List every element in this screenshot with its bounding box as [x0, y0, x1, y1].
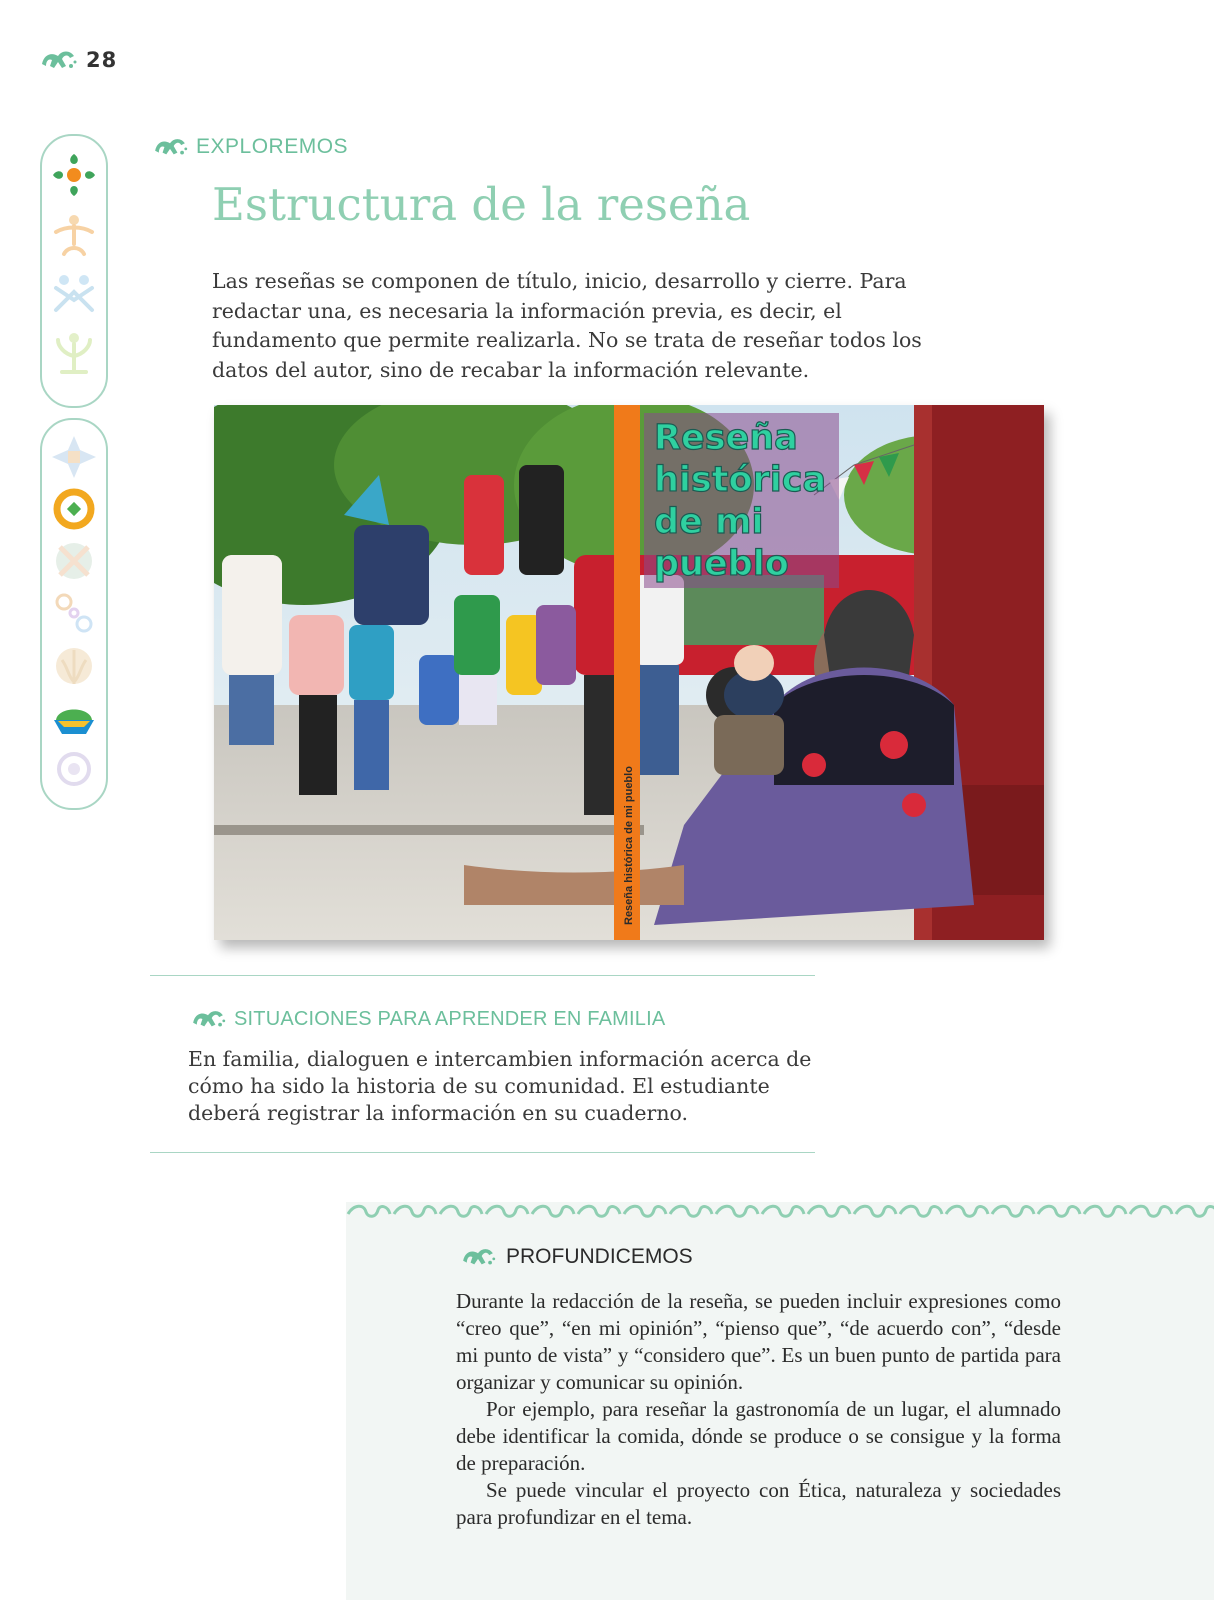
intro-paragraph: Las reseñas se componen de título, inicio, desarrollo y cierre. Para redactar una, es necesaria la información previa, es decir, el fundamento que permite realizarla. No se trata de reseñar todos los datos del autor, sino de recabar la información relevante.: [212, 269, 922, 382]
deepen-paragraph: Por ejemplo, para reseñar la gastronomía de un lugar, el alumnado debe identificar la comida, dónde se produce o se consigue y la forma de preparación.: [456, 1397, 1061, 1475]
wave-segment: [1130, 1206, 1172, 1216]
explore-header: [150, 134, 348, 160]
star-icon: [50, 434, 98, 480]
wave-border: [346, 1200, 1214, 1224]
x-circle-icon: [50, 538, 98, 584]
wave-segment: [900, 1206, 942, 1216]
seed-icon: [50, 152, 98, 198]
section-divider: [150, 975, 815, 976]
cover-spine-text: Reseña histórica de mi pueblo: [623, 766, 635, 925]
wave-segment: [992, 1206, 1034, 1216]
wave-segment: [1176, 1206, 1214, 1216]
dancer-icon: [50, 212, 98, 258]
wave-segment: [762, 1206, 804, 1216]
wave-segment: [716, 1206, 758, 1216]
wave-segment: [578, 1206, 620, 1216]
section-divider: [150, 1152, 815, 1153]
wave-segment: [1038, 1206, 1080, 1216]
section-label: SITUACIONES PARA APRENDER EN FAMILIA: [234, 1007, 666, 1030]
glyph-icon: [458, 1244, 498, 1270]
glyph-icon: [150, 134, 190, 160]
wave-segment: [670, 1206, 712, 1216]
field-rail: [40, 418, 108, 810]
wave-segment: [624, 1206, 666, 1216]
leaf-icon: [50, 642, 98, 688]
cover-title-line: histórica: [654, 460, 827, 500]
book-cover-photo: [214, 405, 1044, 940]
section-label: EXPLOREMOS: [196, 135, 349, 158]
page-title: Estructura de la reseña: [212, 178, 751, 231]
world-icon: [50, 694, 98, 740]
plant-icon: [50, 330, 98, 376]
wave-segment: [808, 1206, 850, 1216]
cover-title-line: de mi: [654, 502, 764, 542]
cover-title-line: Reseña: [654, 418, 798, 458]
wave-segment: [532, 1206, 574, 1216]
ring-icon: [50, 486, 98, 532]
cover-title-line: pueblo: [654, 544, 789, 584]
project-rail: [40, 134, 108, 408]
glyph-icon: [38, 46, 78, 74]
page-header: [38, 46, 117, 74]
family-header: [188, 1006, 665, 1032]
wave-segment: [440, 1206, 482, 1216]
chain-icon: [50, 590, 98, 636]
sun-icon: [50, 746, 98, 792]
wave-segment: [486, 1206, 528, 1216]
figures-icon: [50, 270, 98, 316]
deepen-paragraph: Durante la redacción de la reseña, se pueden incluir expresiones como “creo que”, “en mi opinión”, “pienso que”, “de acuerdo con”, “desde mi punto de vista” y “considero que”. Es un buen punto de partida para organizar y comunicar su opinión.: [456, 1289, 1061, 1394]
wave-segment: [394, 1206, 436, 1216]
wave-segment: [946, 1206, 988, 1216]
wave-segment: [1084, 1206, 1126, 1216]
section-label: PROFUNDICEMOS: [506, 1245, 693, 1268]
page-number: 28: [86, 48, 118, 72]
wave-segment: [854, 1206, 896, 1216]
glyph-icon: [188, 1006, 228, 1032]
deepen-paragraph: Se puede vincular el proyecto con Ética, naturaleza y sociedades para profundizar en el tema.: [456, 1478, 1061, 1529]
family-paragraph: En familia, dialoguen e intercambien información acerca de cómo ha sido la historia de su comunidad. El estudiante deberá registrar la información en su cuaderno.: [188, 1047, 812, 1125]
deepen-header: [458, 1244, 693, 1270]
wave-segment: [348, 1206, 390, 1216]
